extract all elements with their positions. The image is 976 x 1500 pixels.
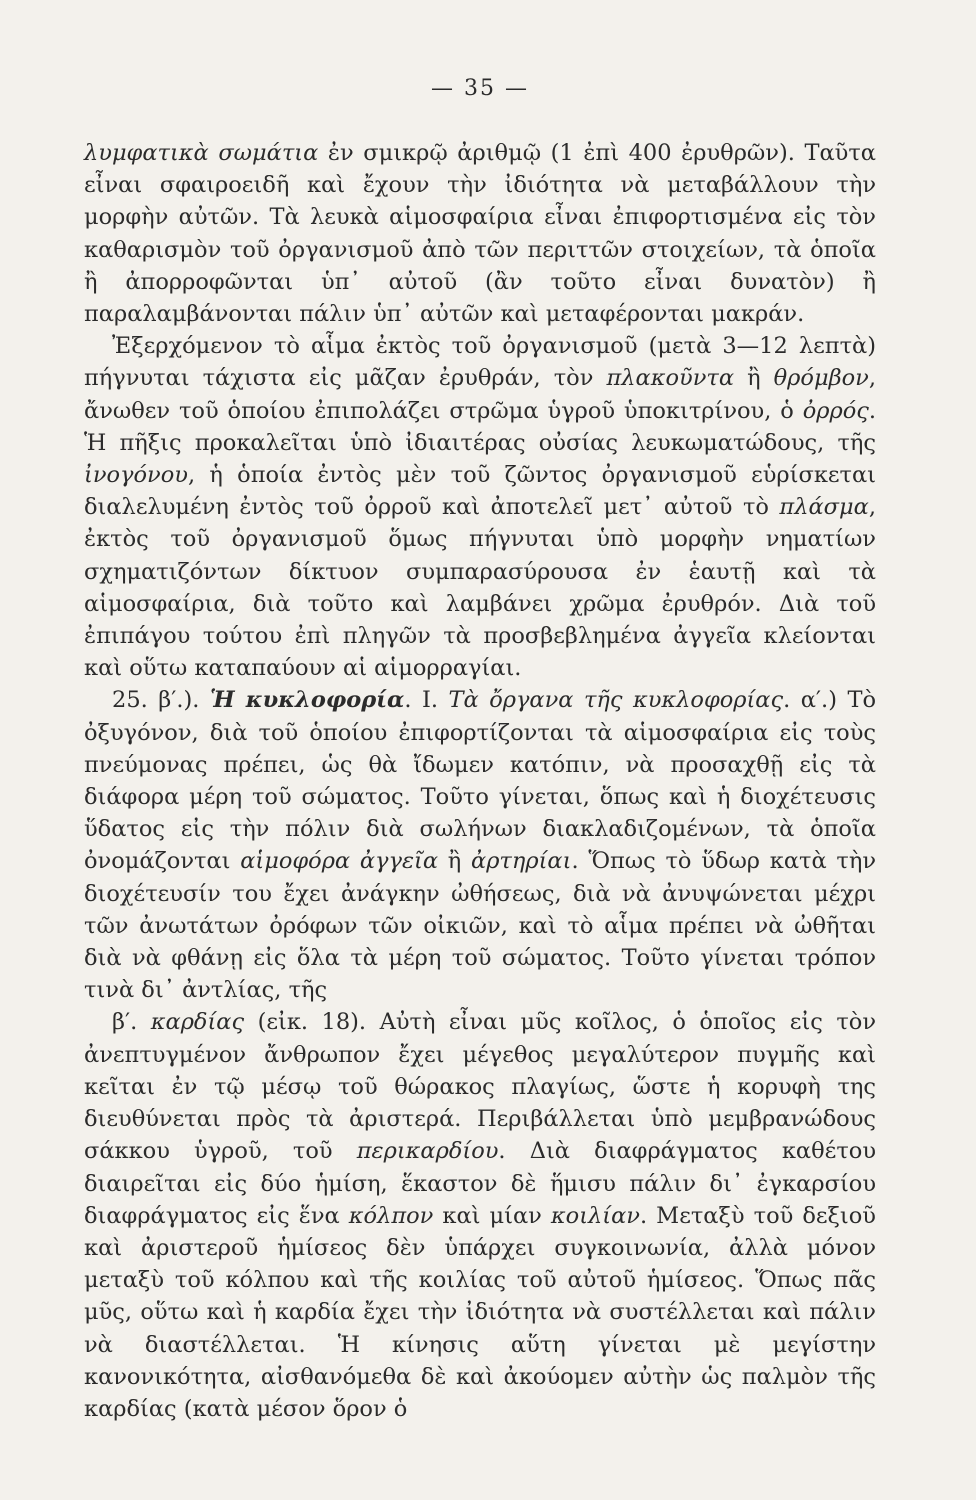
text-run: . Μεταξὺ τοῦ δεξιοῦ καὶ ἀριστεροῦ ἡμίσεος δὲν ὑπάρχει συγκοινωνία, ἀλλὰ μόνον μεταξὺ τοῦ κόλπου καὶ τῆς κοιλίας τοῦ αὐτοῦ ἡμίσεος. Ὅπως πᾶς μῦς, οὕτω καὶ ἡ καρδία ἔχει τὴν ἰδιότητα νὰ συστέλλεται καὶ πάλιν νὰ διαστέλλεται. Ἡ κίνησις αὕτη γίνεται μὲ μεγίστην κανονικότητα, αἰσθανόμεθα δὲ καὶ ἀκούομεν αὐτὴν ὡς παλμὸν τῆς καρδίας (κατὰ μέσον ὅρον ὁ <box>84 1202 876 1422</box>
paragraph <box>84 330 876 684</box>
text-run: β′. <box>112 1009 151 1036</box>
italic-term: αἱμοφόρα ἀγγεῖα <box>240 848 439 875</box>
italic-term: λυμφατικὰ σωμάτια <box>84 140 319 166</box>
text-run: ἐν σμικρῷ ἀριθμῷ (1 ἐπὶ 400 ἐρυθρῶν). Ταῦτα εἶναι σφαιροειδῆ καὶ ἔχουν τὴν ἰδιότητα νὰ μεταβάλλουν τὴν μορφὴν αὐτῶν. Τὰ λευκὰ αἱμοσφαίρια εἶναι ἐπιφορτισμένα εἰς τὸν καθαρισμὸν τοῦ ὀργανισμοῦ ἀπὸ τῶν περιττῶν στοιχείων, τὰ ὁποῖα ἢ ἀπορροφῶνται ὑπ᾽ αὐτοῦ (ἂν τοῦτο εἶναι δυνατὸν) ἢ παραλαμβάνονται πάλιν ὑπ᾽ αὐτῶν καὶ μεταφέρονται μακράν. <box>84 140 876 328</box>
italic-term: πλάσμα <box>779 494 869 521</box>
text-run: ἢ <box>438 848 472 875</box>
paragraph <box>84 137 876 330</box>
text-run: καὶ μίαν <box>433 1202 551 1229</box>
text-run: Ἐξερχόμενον τὸ αἷμα ἐκτὸς τοῦ ὀργανισμοῦ (μετὰ 3—12 λεπτὰ) πήγνυται τάχιστα εἰς μᾶζαν ἐρυθράν, τὸν <box>84 333 876 392</box>
italic-term: ἀρτηρίαι <box>471 848 572 875</box>
text-run: . α′.) Τὸ ὀξυγόνον, διὰ τοῦ ὁποίου ἐπιφορτίζονται τὰ αἱμοσφαίρια εἰς τοὺς πνεύμονας πρέπει, ὡς θὰ ἴδωμεν κατόπιν, νὰ προσαχθῇ εἰς τὰ διάφορα μέρη τοῦ σώματος. Τοῦτο γίνεται, ὅπως καὶ ἡ διοχέτευσις ὕδατος εἰς τὴν πόλιν διὰ σωλήνων διακλαδιζομένων, τὰ ὁποῖα ὀνομάζονται <box>84 687 876 875</box>
text-run: . Ὅπως τὸ ὕδωρ κατὰ τὴν διοχέτευσίν του ἔχει ἀνάγκην ὠθήσεως, διὰ νὰ ἀνυψώνεται μέχρι τῶν ἀνωτάτων ὀρόφων τῶν οἰκιῶν, καὶ τὸ αἷμα πρέπει νὰ ὠθῆται διὰ νὰ φθάνῃ εἰς ὅλα τὰ μέρη τοῦ σώματος. Τοῦτο γίνεται τρόπον τινὰ δι᾽ ἀντλίας, τῆς <box>84 848 876 1004</box>
italic-term: κόλπον <box>348 1202 434 1229</box>
text-run: ἢ <box>734 365 774 392</box>
paragraph <box>84 684 876 1006</box>
italic-term: Τὰ ὄργανα τῆς κυκλοφορίας <box>448 687 784 714</box>
text-run: . I. <box>404 687 449 714</box>
paragraph <box>84 1006 876 1425</box>
text-run: (εἰκ. 18). Αὐτὴ εἶναι μῦς κοῖλος, ὁ ὁποῖος εἰς τὸν ἀνεπτυγμένον ἄνθρωπον ἔχει μέγεθος μεγαλύτερον πυγμῆς καὶ κεῖται ἐν τῷ μέσῳ τοῦ θώρακος πλαγίως, ὥστε ἡ κορυφὴ της διευθύνεται πρὸς τὰ ἀριστερά. Περιβάλλεται ὑπὸ μεμβρανώδους σάκκου ὑγροῦ, τοῦ <box>84 1009 876 1165</box>
text-run: 25. β′.). <box>112 687 210 714</box>
page-number: — 35 — <box>431 76 529 101</box>
text-run: , ἡ ὁποία ἐντὸς μὲν τοῦ ζῶντος ὀργανισμοῦ εὑρίσκεται διαλελυμένη ἐντὸς τοῦ ὀρροῦ καὶ ἀποτελεῖ μετ᾽ αὐτοῦ τὸ <box>84 462 876 521</box>
text-run: , ἐκτὸς τοῦ ὀργανισμοῦ ὅμως πήγνυται ὑπὸ μορφὴν νηματίων σχηματιζόντων δίκτυον συμπαρασύρουσα ἐν ἑαυτῇ καὶ τὰ αἱμοσφαίρια, διὰ τοῦτο καὶ λαμβάνει χρῶμα ἐρυθρόν. Διὰ τοῦ ἐπιπάγου τούτου ἐπὶ πληγῶν τὰ προσβεβλημένα ἀγγεῖα κλείονται καὶ οὕτω καταπαύουν αἱ αἱμορραγίαι. <box>84 494 876 682</box>
italic-term: καρδίας <box>150 1009 245 1036</box>
italic-term: θρόμβον <box>773 365 869 392</box>
text-run: . Διὰ διαφράγματος καθέτου διαιρεῖται εἰς δύο ἡμίση, ἕκαστον δὲ ἥμισυ πάλιν δι᾽ ἐγκαρσίου διαφράγματος εἰς ἕνα <box>84 1138 876 1229</box>
italic-term: κοιλίαν <box>550 1202 640 1229</box>
italic-term: περικαρδίου <box>356 1138 499 1165</box>
body-text <box>84 137 876 1425</box>
section-heading: Ἡ κυκλοφορία <box>209 687 405 714</box>
italic-term: πλακοῦντα <box>606 365 735 392</box>
text-run: , ἄνωθεν τοῦ ὁποίου ἐπιπολάζει στρῶμα ὑγροῦ ὑποκιτρίνου, ὁ <box>84 365 876 424</box>
italic-term: ἰνογόνου <box>84 462 188 489</box>
italic-term: ὀρρός <box>802 397 869 424</box>
text-run: . Ἡ πῆξις προκαλεῖται ὑπὸ ἰδιαιτέρας οὐσίας λευκωματώδους, τῆς <box>84 397 876 456</box>
